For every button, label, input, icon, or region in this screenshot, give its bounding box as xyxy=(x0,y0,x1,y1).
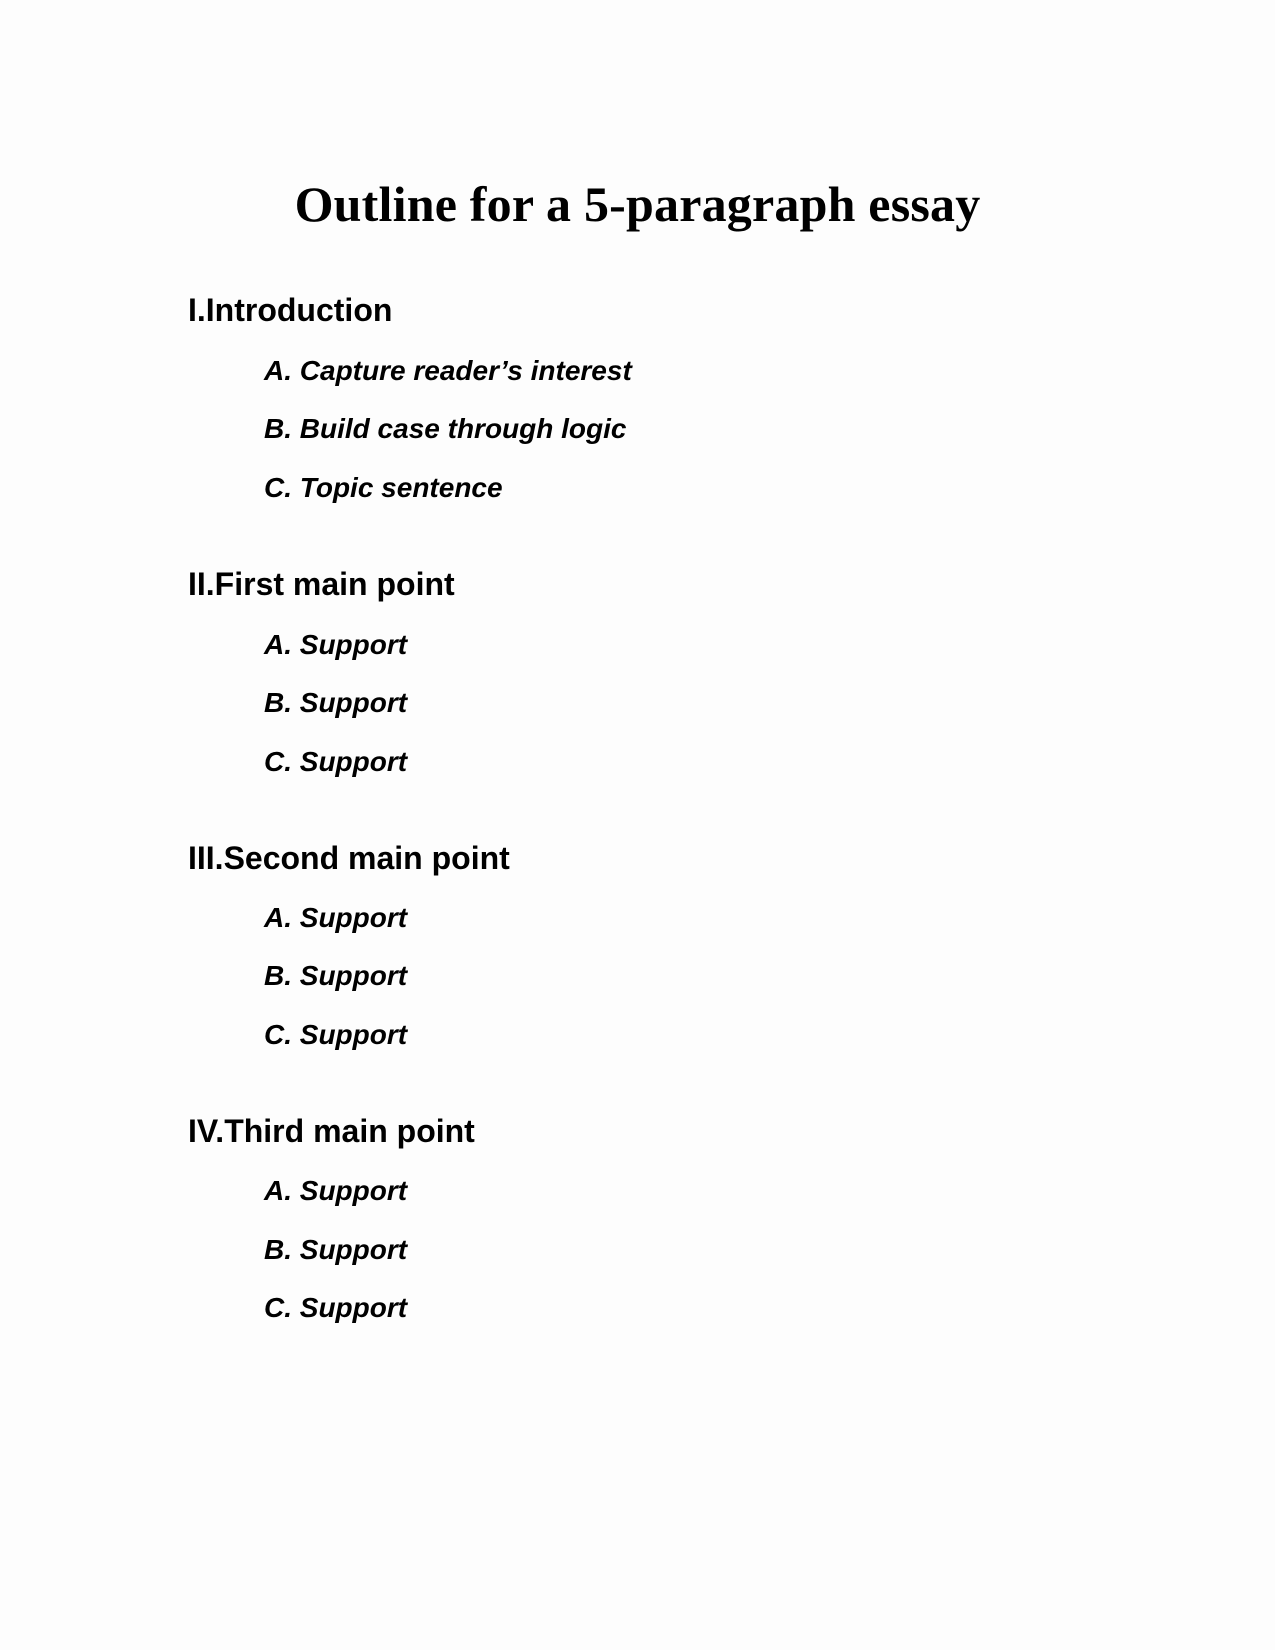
outline-item: C. Support xyxy=(264,746,408,777)
outline-item: C. Support xyxy=(264,1019,408,1050)
outline-item: B. Support xyxy=(264,1234,408,1265)
section-heading-first-main-point: II.First main point xyxy=(188,566,455,602)
outline-item: A. Support xyxy=(264,629,408,660)
section-heading-introduction: I.Introduction xyxy=(188,292,393,328)
section-heading-third-main-point: IV.Third main point xyxy=(188,1113,475,1149)
page-title: Outline for a 5-paragraph essay xyxy=(294,176,981,232)
outline-item: B. Build case through logic xyxy=(264,413,627,444)
outline-item: C. Topic sentence xyxy=(264,472,503,503)
outline-item: A. Support xyxy=(264,1175,408,1206)
outline-item: B. Support xyxy=(264,960,408,991)
outline-item: A. Capture reader’s interest xyxy=(264,355,632,386)
outline-item: C. Support xyxy=(264,1292,408,1323)
outline-item: A. Support xyxy=(264,902,408,933)
outline-item: B. Support xyxy=(264,687,408,718)
section-heading-second-main-point: III.Second main point xyxy=(188,840,510,876)
